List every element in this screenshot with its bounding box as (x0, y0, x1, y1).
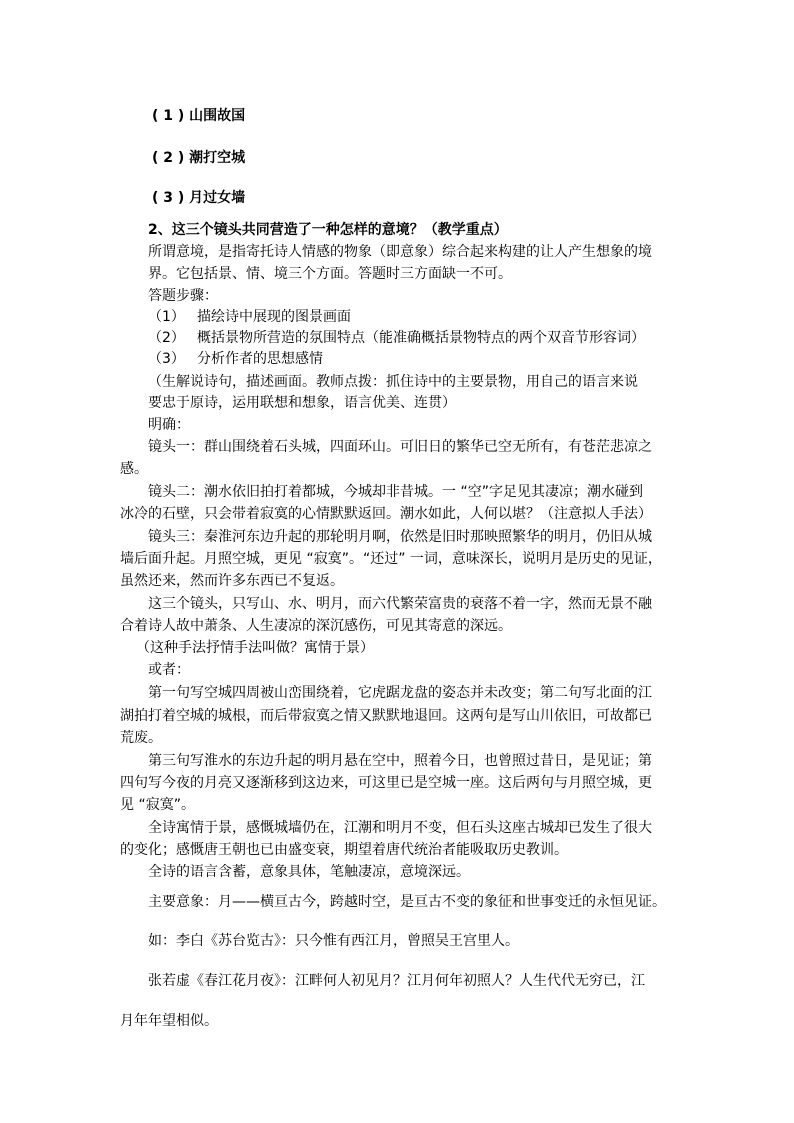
alt-para-1-line-3: 荒废。 (120, 730, 162, 746)
shot-2-line-2: 冰冷的石壁，只会带着寂寞的心情默默返回。潮水如此，人何以堪？（注意拟人手法） (120, 506, 652, 522)
li-bai-example: 如：李白《苏台览古》：只今惟有西江月，曾照吴王宫里人。 (148, 933, 519, 949)
alternative-label: 或者： (148, 662, 190, 678)
alt-para-1-line-1: 第一句写空城四周被山峦围绕着，它虎踞龙盘的姿态并未改变；第二句写北面的江 (148, 685, 652, 701)
step-1-text: 描绘诗中展现的图景画面 (197, 309, 351, 325)
step-3-text: 分析作者的思想感情 (197, 351, 323, 367)
main-imagery: 主要意象：月——横亘古今，跨越时空，是亘古不变的象征和世事变迁的永恒见证。 (148, 894, 666, 910)
technique-question: （这种手法抒情手法叫做？寓情于景） (136, 640, 374, 656)
alt-para-2-line-2: 四句写今夜的月亮又逐渐移到这边来，可这里已是空城一座。这后两句与月照空城，更 (120, 775, 652, 791)
alt-para-2-line-3: 见 “寂寞”。 (120, 797, 195, 813)
clarification-label: 明确： (148, 417, 190, 433)
shot-1-line-2: 感。 (120, 461, 148, 477)
step-2-number: （2） (148, 330, 185, 346)
alt-para-3-line-2: 的变化；感慨唐王朝也已由盛变衰，期望着唐代统治者能吸取历史教训。 (120, 842, 568, 858)
alt-para-1-line-2: 湖拍打着空城的城根，而后带寂寞之情又默默地退回。这两句是写山川依旧，可故都已 (120, 708, 652, 724)
shot-1-line-1: 镜头一：群山围绕着石头城，四面环山。可旧日的繁华已空无所有，有苍茫悲凉之 (148, 439, 652, 455)
intro-line-1: 所谓意境，是指寄托诗人情感的物象（即意象）综合起来构建的让人产生想象的境 (148, 244, 652, 260)
heading-chaoda-kongcheng: ( 2 ) 潮打空城 (152, 150, 246, 166)
guidance-line-1: （生解说诗句，描述画面。教师点拨：抓住诗中的主要景物，用自己的语言来说 (148, 374, 638, 390)
shot-3-line-2: 墙后面升起。月照空城，更见 “寂寞”。“还过” 一词，意味深长，说明月是历史的见证， (120, 551, 662, 567)
guidance-line-2: 要忠于原诗，运用联想和想象，语言优美、连贯） (148, 395, 456, 411)
intro-line-2: 界。它包括景、情、境三个方面。答题时三方面缺一不可。 (148, 266, 512, 282)
steps-title: 答题步骤： (148, 288, 218, 304)
step-3-number: （3） (148, 351, 185, 367)
summary-line-2: 合着诗人故中萧条、人生凄凉的深沉感伤，可见其寄意的深远。 (120, 618, 512, 634)
shot-3-line-3: 虽然还来，然而许多东西已不复返。 (120, 573, 344, 589)
step-1-number: （1） (148, 309, 185, 325)
heading-yueguo-nvqiang: ( 3 ) 月过女墙 (152, 190, 246, 206)
alt-para-3-line-1: 全诗寓情于景，感慨城墙仍在，江潮和明月不变，但石头这座古城却已发生了很大 (148, 820, 652, 836)
language-summary: 全诗的语言含蓄，意象具体，笔触凄凉，意境深远。 (148, 864, 470, 880)
zhang-ruoxu-line-1: 张若虚《春江花月夜》：江畔何人初见月？江月何年初照人？人生代代无穷已，江 (148, 973, 645, 989)
shot-2-line-1: 镜头二：潮水依旧拍打着都城，今城却非昔城。一 “空”字足见其凄凉；潮水碰到 (148, 484, 643, 500)
summary-line-1: 这三个镜头，只写山、水、明月，而六代繁荣富贵的衰落不着一字，然而无景不融 (148, 596, 652, 612)
zhang-ruoxu-line-2: 月年年望相似。 (120, 1013, 218, 1029)
heading-shanwei-guguo: ( 1 ) 山围故国 (152, 108, 246, 124)
shot-3-line-1: 镜头三：秦淮河东边升起的那轮明月啊，依然是旧时那映照繁华的明月，仍旧从城 (148, 529, 652, 545)
question-2-heading: 2、这三个镜头共同营造了一种怎样的意境？（教学重点） (148, 222, 508, 238)
alt-para-2-line-1: 第三句写淮水的东边升起的明月悬在空中，照着今日，也曾照过昔日，是见证；第 (148, 753, 652, 769)
step-2-text: 概括景物所营造的氛围特点（能准确概括景物特点的两个双音节形容词） (197, 330, 645, 346)
